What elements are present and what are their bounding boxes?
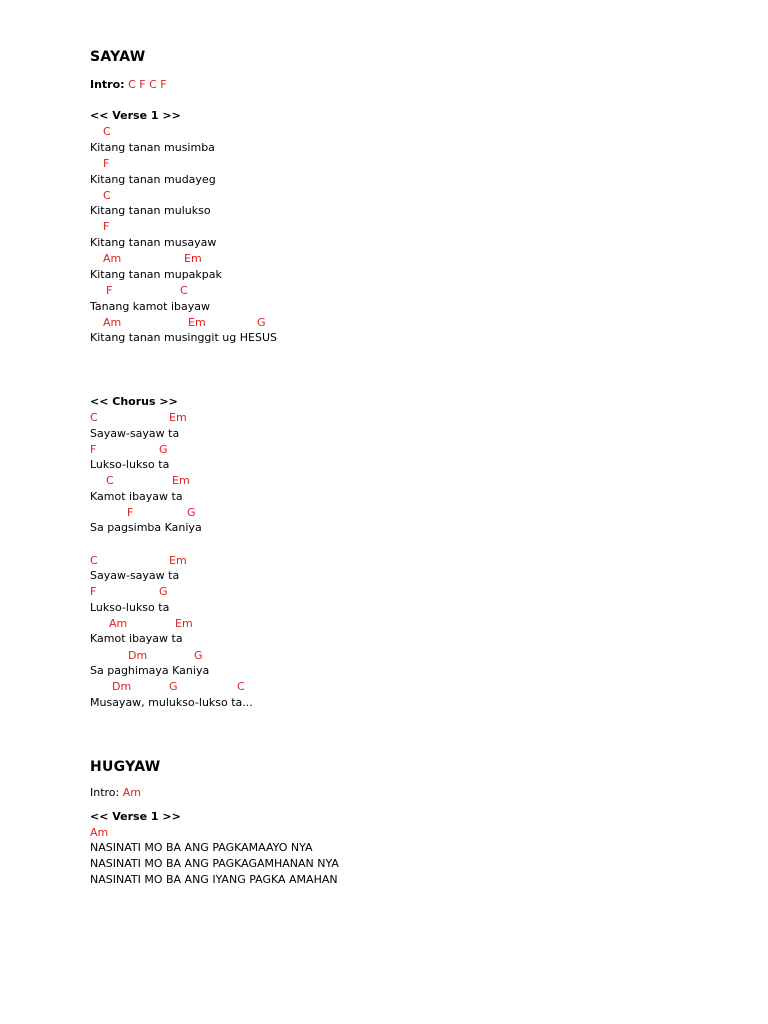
chord: C	[103, 125, 111, 138]
lyric-line: Tanang kamot ibayaw	[90, 300, 211, 313]
lyric-line: Kitang tanan musimba	[90, 141, 215, 154]
chord: F	[90, 585, 97, 598]
lyric-line: Musayaw, mulukso-lukso ta...	[90, 696, 253, 709]
chord: Dm	[112, 680, 132, 693]
chord: F	[103, 157, 110, 170]
chord: F	[127, 506, 134, 519]
chord: Em	[188, 316, 206, 329]
song-title-sayaw: SAYAW	[90, 49, 146, 65]
chord: C	[103, 189, 111, 202]
chord: Am	[103, 252, 122, 265]
chord: C	[106, 474, 114, 487]
hugyaw-intro-label: Intro:	[90, 786, 120, 799]
lyric-line: NASINATI MO BA ANG PAGKAMAAYO NYA	[90, 841, 313, 854]
chord: F	[90, 443, 97, 456]
chord: C	[180, 284, 188, 297]
chord: G	[187, 506, 196, 519]
lyric-line: Kitang tanan musayaw	[90, 236, 217, 249]
hugyaw-intro	[90, 786, 141, 800]
chord: F	[106, 284, 113, 297]
chord: G	[257, 316, 266, 329]
chord: Em	[169, 554, 187, 567]
chord: G	[194, 649, 203, 662]
chord: C	[90, 411, 98, 424]
song-title-hugyaw: HUGYAW	[90, 759, 161, 775]
chord: Am	[103, 316, 122, 329]
chord: G	[169, 680, 178, 693]
chord: G	[159, 443, 168, 456]
lyric-line: Lukso-lukso ta	[90, 458, 170, 471]
chord: Em	[184, 252, 202, 265]
sayaw-chorus-header: << Chorus >>	[90, 395, 178, 408]
lyric-line: Sa paghimaya Kaniya	[90, 664, 210, 677]
lyric-line: Kamot ibayaw ta	[90, 490, 183, 503]
hugyaw-verse1-header: << Verse 1 >>	[90, 810, 181, 823]
sayaw-intro	[90, 78, 167, 92]
lyric-line: Lukso-lukso ta	[90, 601, 170, 614]
chord: Dm	[128, 649, 148, 662]
chord: G	[159, 585, 168, 598]
lyric-line: NASINATI MO BA ANG PAGKAGAMHANAN NYA	[90, 857, 339, 870]
chord: Em	[172, 474, 190, 487]
chord: Em	[175, 617, 193, 630]
lyric-line: Sayaw-sayaw ta	[90, 569, 180, 582]
chord: C	[237, 680, 245, 693]
lyric-line: NASINATI MO BA ANG IYANG PAGKA AMAHAN	[90, 873, 338, 886]
lyric-line: Kitang tanan mupakpak	[90, 268, 222, 281]
chord: F	[103, 220, 110, 233]
lyric-line: Kitang tanan mudayeg	[90, 173, 216, 186]
lyric-line: Sayaw-sayaw ta	[90, 427, 180, 440]
sayaw-intro-label: Intro:	[90, 78, 125, 91]
chord: Am	[90, 826, 109, 839]
lyric-line: Kitang tanan musinggit ug HESUS	[90, 331, 277, 344]
lyric-line: Kamot ibayaw ta	[90, 632, 183, 645]
sayaw-verse1-header: << Verse 1 >>	[90, 109, 181, 122]
lyric-line: Sa pagsimba Kaniya	[90, 521, 202, 534]
chord: C	[90, 554, 98, 567]
chord: Em	[169, 411, 187, 424]
chord: Am	[109, 617, 128, 630]
lyric-line: Kitang tanan mulukso	[90, 204, 211, 217]
sayaw-intro-chords: C F C F	[128, 78, 167, 91]
hugyaw-intro-chords: Am	[122, 786, 141, 799]
